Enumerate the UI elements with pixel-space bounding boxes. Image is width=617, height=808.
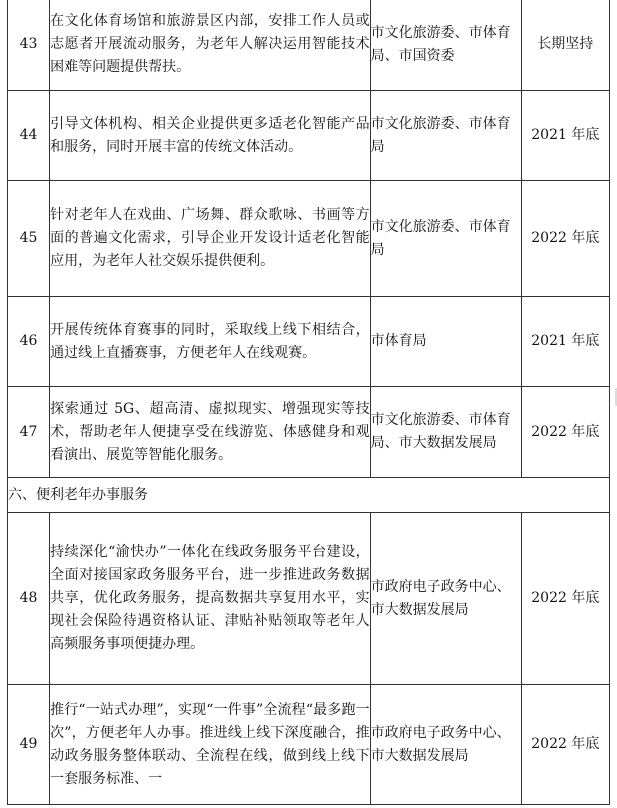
deadline: 2021 年底 xyxy=(521,91,609,181)
measure-content xyxy=(50,513,371,685)
deadline: 2022 年底 xyxy=(521,181,609,297)
measure-content xyxy=(50,91,371,181)
measure-content xyxy=(50,297,371,387)
measure-content xyxy=(50,685,371,805)
section-row xyxy=(8,478,610,513)
responsible-department: 市文化旅游委、市体育局 xyxy=(370,181,521,297)
row-number: 43 xyxy=(8,0,50,91)
row-number: 46 xyxy=(8,297,50,387)
responsible-department: 市政府电子政务中心、市大数据发展局 xyxy=(370,685,521,805)
measure-text: 推行“一站式办理”，实现“一件事”全流程“最多跑一次”，方便老年人办事。推进线上线下深度融合，推动政务服务整体联动、全流程在线，做到线上线下一套服务标准、一 xyxy=(50,701,370,787)
responsible-department: 市政府电子政务中心、市大数据发展局 xyxy=(370,513,521,685)
table-row xyxy=(8,513,610,685)
deadline: 2022 年底 xyxy=(521,513,609,685)
measure-text: 在文化体育场馆和旅游景区内部，安排工作人员或志愿者开展流动服务，为老年人解决运用智能技术困难等问题提供帮扶。 xyxy=(50,13,370,75)
responsible-department: 市文化旅游委、市体育局 xyxy=(370,91,521,181)
section-heading: 六、便利老年办事服务 xyxy=(8,478,610,513)
row-number: 49 xyxy=(8,685,50,805)
responsible-department: 市体育局 xyxy=(370,297,521,387)
measure-content xyxy=(50,0,371,91)
measures-table xyxy=(7,0,610,805)
table-row xyxy=(8,387,610,478)
measure-text: 引导文体机构、相关企业提供更多适老化智能产品和服务，同时开展丰富的传统文体活动。 xyxy=(50,115,370,155)
row-number: 45 xyxy=(8,181,50,297)
row-number: 48 xyxy=(8,513,50,685)
deadline: 2022 年底 xyxy=(521,387,609,478)
deadline: 2022 年底 xyxy=(521,685,609,805)
measure-text: 持续深化“渝快办”一体化在线政务服务平台建设，全面对接国家政务服务平台，进一步推进政务数据共享，优化政务服务，提高数据共享复用水平，实现社会保险待遇资格认证、津贴补贴领取等老年人高频服务事项便捷办理。 xyxy=(50,544,370,652)
measure-content xyxy=(50,181,371,297)
row-number: 47 xyxy=(8,387,50,478)
table-row xyxy=(8,685,610,805)
table-row xyxy=(8,181,610,297)
table-row xyxy=(8,297,610,387)
deadline: 长期坚持 xyxy=(521,0,609,91)
responsible-department: 市文化旅游委、市体育局、市国资委 xyxy=(370,0,521,91)
measure-content xyxy=(50,387,371,478)
deadline: 2021 年底 xyxy=(521,297,609,387)
responsible-department: 市文化旅游委、市体育局、市大数据发展局 xyxy=(370,387,521,478)
measure-text: 探索通过 5G、超高清、虚拟现实、增强现实等技术，帮助老年人便捷享受在线游览、体感健身和观看演出、展览等智能化服务。 xyxy=(50,400,370,463)
row-number: 44 xyxy=(8,91,50,181)
table-row xyxy=(8,0,610,91)
measure-text: 针对老年人在戏曲、广场舞、群众歌咏、书画等方面的普遍文化需求，引导企业开发设计适老化智能应用，为老年人社交娱乐提供便利。 xyxy=(50,207,370,269)
measure-text: 开展传统体育赛事的同时，采取线上线下相结合，通过线上直播赛事，方便老年人在线观赛。 xyxy=(50,321,370,361)
table-row xyxy=(8,91,610,181)
